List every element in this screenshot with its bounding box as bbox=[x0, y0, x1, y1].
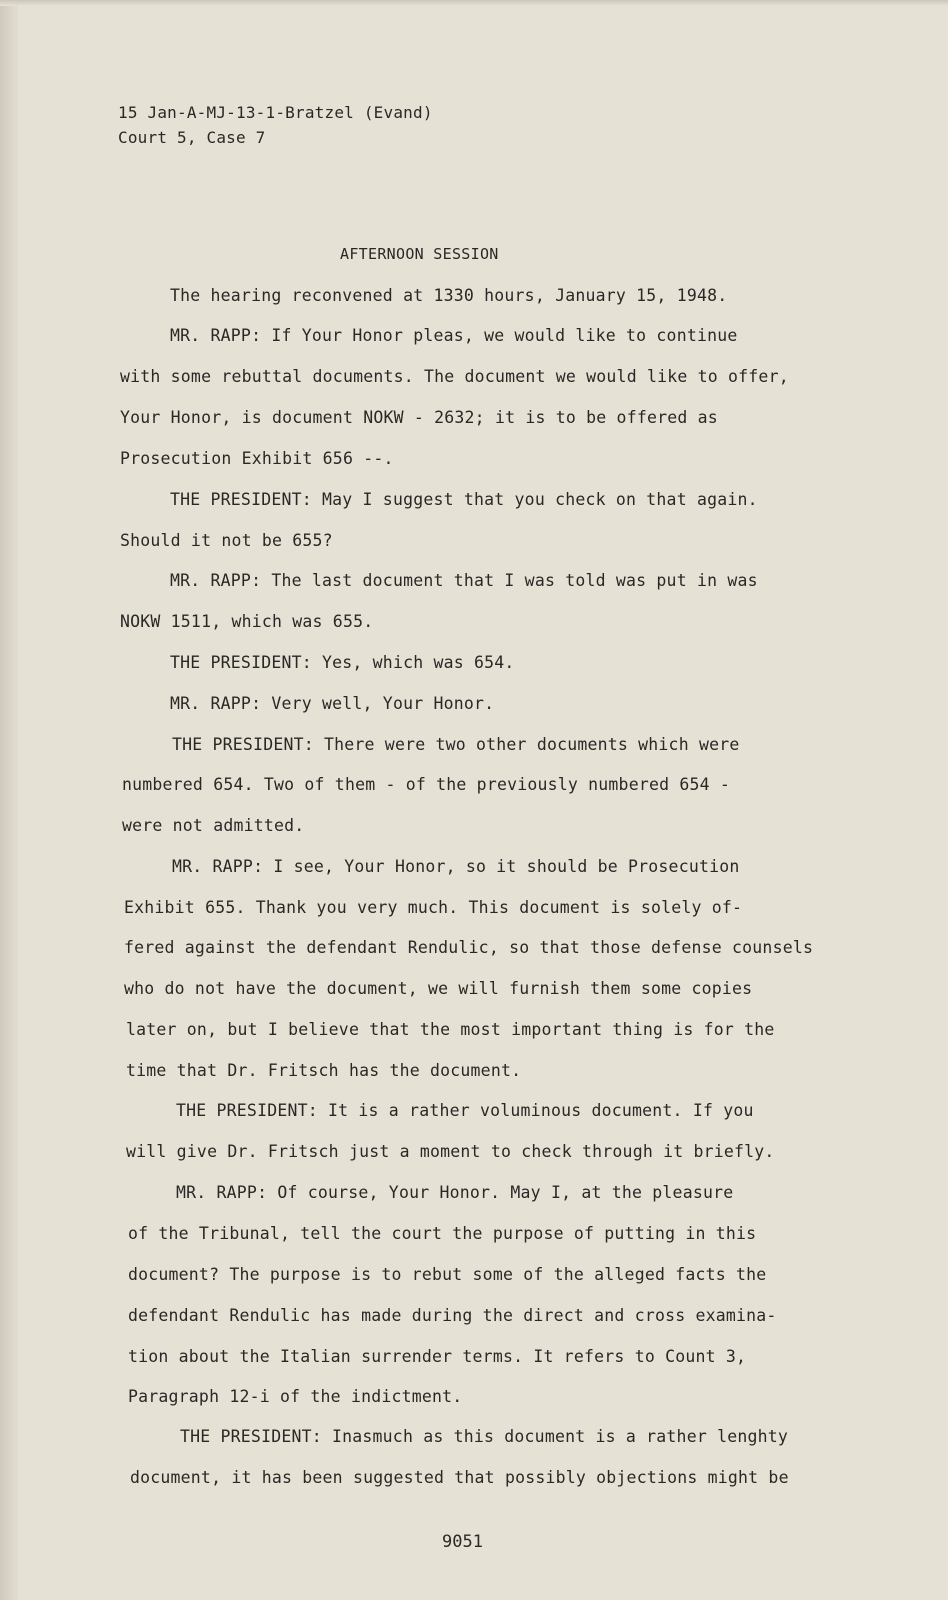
text-line: document, it has been suggested that possibly objections might be bbox=[130, 1468, 789, 1487]
case-header-line-1: 15 Jan-A-MJ-13-1-Bratzel (Evand) bbox=[118, 103, 433, 122]
text-line: Exhibit 655. Thank you very much. This document is solely of- bbox=[124, 898, 743, 917]
session-title: AFTERNOON SESSION bbox=[340, 245, 499, 263]
text-line: fered against the defendant Rendulic, so that those defense counsels bbox=[124, 938, 814, 957]
text-line: time that Dr. Fritsch has the document. bbox=[126, 1061, 522, 1080]
text-line: THE PRESIDENT: Yes, which was 654. bbox=[170, 653, 515, 672]
text-line: of the Tribunal, tell the court the purpose of putting in this bbox=[128, 1224, 757, 1243]
text-line: THE PRESIDENT: Inasmuch as this document is a rather lenghty bbox=[180, 1427, 789, 1446]
text-line: THE PRESIDENT: It is a rather voluminous document. If you bbox=[176, 1101, 754, 1120]
text-line: MR. RAPP: The last document that I was told was put in was bbox=[170, 571, 758, 590]
text-line: THE PRESIDENT: May I suggest that you check on that again. bbox=[170, 490, 758, 509]
text-line: numbered 654. Two of them - of the previously numbered 654 - bbox=[122, 775, 731, 794]
case-header-line-2: Court 5, Case 7 bbox=[118, 128, 266, 147]
text-line: The hearing reconvened at 1330 hours, January 15, 1948. bbox=[170, 286, 728, 305]
text-line: Prosecution Exhibit 656 --. bbox=[120, 449, 394, 468]
text-line: NOKW 1511, which was 655. bbox=[120, 612, 374, 631]
text-line: were not admitted. bbox=[122, 816, 305, 835]
text-line: THE PRESIDENT: There were two other documents which were bbox=[172, 735, 740, 754]
page-left-edge bbox=[0, 0, 18, 1600]
text-line: document? The purpose is to rebut some of the alleged facts the bbox=[128, 1265, 767, 1284]
text-line: who do not have the document, we will furnish them some copies bbox=[124, 979, 753, 998]
text-line: MR. RAPP: Very well, Your Honor. bbox=[170, 694, 495, 713]
page-number: 9051 bbox=[442, 1532, 483, 1552]
text-line: will give Dr. Fritsch just a moment to check through it briefly. bbox=[126, 1142, 775, 1161]
text-line: defendant Rendulic has made during the direct and cross examina- bbox=[128, 1306, 777, 1325]
page-top-edge bbox=[0, 0, 948, 6]
text-line: Should it not be 655? bbox=[120, 531, 333, 550]
text-line: tion about the Italian surrender terms. It refers to Count 3, bbox=[128, 1347, 747, 1366]
case-header bbox=[118, 100, 433, 150]
text-line: Paragraph 12-i of the indictment. bbox=[128, 1387, 463, 1406]
text-line: Your Honor, is document NOKW - 2632; it is to be offered as bbox=[120, 408, 718, 427]
text-line: later on, but I believe that the most important thing is for the bbox=[126, 1020, 775, 1039]
text-line: MR. RAPP: If Your Honor pleas, we would like to continue bbox=[170, 326, 738, 345]
text-line: MR. RAPP: I see, Your Honor, so it should be Prosecution bbox=[172, 857, 740, 876]
text-line: MR. RAPP: Of course, Your Honor. May I, at the pleasure bbox=[176, 1183, 734, 1202]
text-line: with some rebuttal documents. The document we would like to offer, bbox=[120, 367, 789, 386]
